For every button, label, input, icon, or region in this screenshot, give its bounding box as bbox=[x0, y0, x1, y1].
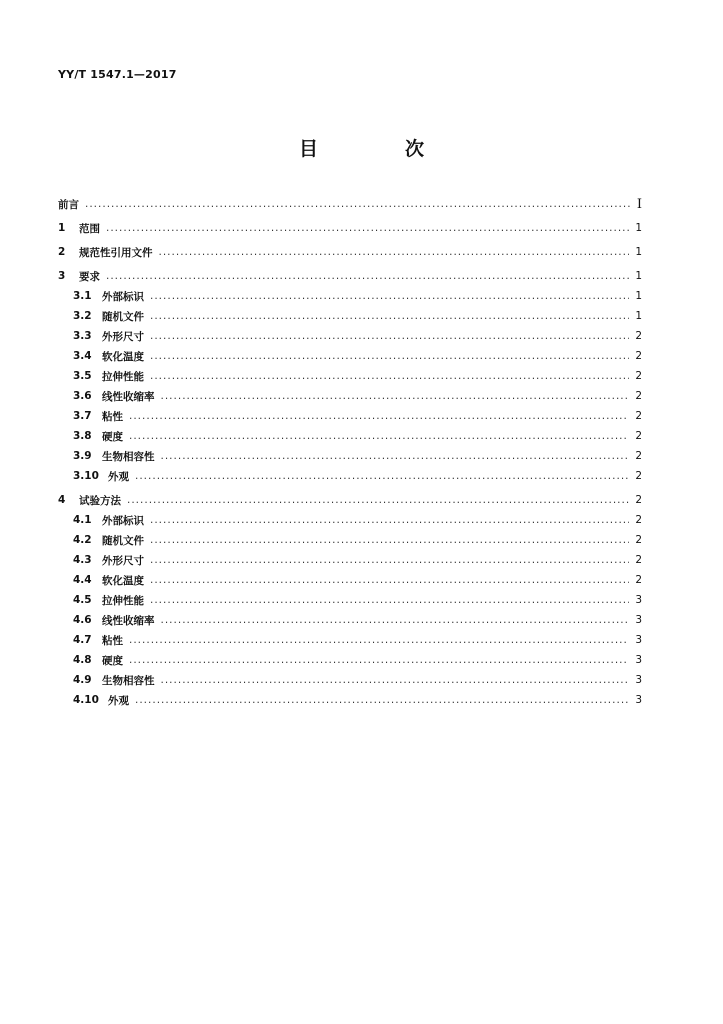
table-of-contents bbox=[58, 194, 642, 710]
toc-dot-leader bbox=[129, 409, 629, 423]
toc-entry-number: 4.4 bbox=[73, 574, 92, 586]
toc-dot-leader bbox=[150, 553, 629, 567]
toc-entry-number: 3.4 bbox=[73, 350, 92, 362]
toc-entry-number: 4 bbox=[58, 494, 66, 506]
toc-entry-page: 1 bbox=[635, 222, 642, 234]
toc-entry-page: 2 bbox=[635, 494, 642, 506]
toc-entry[interactable] bbox=[58, 670, 642, 690]
toc-title: 目 次 bbox=[298, 138, 458, 160]
toc-entry-label: 硬度 bbox=[102, 654, 123, 667]
toc-entry-label: 线性收缩率 bbox=[102, 614, 155, 627]
toc-entry-label: 粘性 bbox=[102, 410, 123, 423]
toc-entry-page: 2 bbox=[635, 554, 642, 566]
toc-entry[interactable] bbox=[58, 218, 642, 238]
toc-dot-leader bbox=[159, 245, 630, 259]
toc-entry-label: 范围 bbox=[79, 222, 100, 235]
toc-entry-page: 2 bbox=[635, 350, 642, 362]
toc-entry[interactable] bbox=[58, 466, 642, 486]
toc-entry-page: 2 bbox=[635, 390, 642, 402]
toc-entry-number: 3.1 bbox=[73, 290, 92, 302]
toc-entry-label: 试验方法 bbox=[79, 494, 121, 507]
toc-entry-page: 2 bbox=[635, 450, 642, 462]
toc-entry-label: 要求 bbox=[79, 270, 100, 283]
toc-entry-page: 2 bbox=[635, 330, 642, 342]
toc-entry-number: 4.7 bbox=[73, 634, 92, 646]
toc-entry[interactable] bbox=[58, 530, 642, 550]
toc-dot-leader bbox=[161, 613, 630, 627]
toc-entry-page: 1 bbox=[635, 270, 642, 282]
toc-entry[interactable] bbox=[58, 426, 642, 446]
toc-entry-label: 拉伸性能 bbox=[102, 370, 144, 383]
toc-entry-label: 软化温度 bbox=[102, 574, 144, 587]
toc-entry-label: 硬度 bbox=[102, 430, 123, 443]
toc-dot-leader bbox=[135, 693, 629, 707]
toc-entry[interactable] bbox=[58, 386, 642, 406]
toc-entry-page: 3 bbox=[635, 654, 642, 666]
toc-entry[interactable] bbox=[58, 406, 642, 426]
toc-entry-label: 外形尺寸 bbox=[102, 330, 144, 343]
toc-entry-label: 随机文件 bbox=[102, 534, 144, 547]
toc-entry-number: 3.9 bbox=[73, 450, 92, 462]
toc-entry-number: 3.6 bbox=[73, 390, 92, 402]
toc-entry-page: 1 bbox=[635, 246, 642, 258]
toc-entry-page: I bbox=[636, 196, 642, 212]
toc-dot-leader bbox=[150, 593, 629, 607]
toc-entry[interactable] bbox=[58, 446, 642, 466]
toc-entry[interactable] bbox=[58, 266, 642, 286]
toc-dot-leader bbox=[129, 429, 629, 443]
toc-dot-leader bbox=[129, 653, 629, 667]
toc-entry-page: 1 bbox=[635, 290, 642, 302]
toc-entry-number: 3.10 bbox=[73, 470, 99, 482]
toc-entry[interactable] bbox=[58, 650, 642, 670]
toc-entry-page: 2 bbox=[635, 410, 642, 422]
toc-entry-number: 1 bbox=[58, 222, 66, 234]
toc-entry[interactable] bbox=[58, 194, 642, 214]
toc-entry-page: 2 bbox=[635, 574, 642, 586]
toc-dot-leader bbox=[106, 269, 629, 283]
toc-entry[interactable] bbox=[58, 630, 642, 650]
toc-entry[interactable] bbox=[58, 690, 642, 710]
toc-entry-label: 生物相容性 bbox=[102, 674, 155, 687]
toc-entry-label: 外观 bbox=[108, 470, 129, 483]
toc-entry-number: 4.3 bbox=[73, 554, 92, 566]
toc-dot-leader bbox=[150, 309, 629, 323]
toc-entry-page: 3 bbox=[635, 594, 642, 606]
toc-dot-leader bbox=[161, 673, 630, 687]
toc-entry-number: 4.5 bbox=[73, 594, 92, 606]
toc-entry-page: 3 bbox=[635, 614, 642, 626]
document-code: YY/T 1547.1—2017 bbox=[58, 68, 177, 81]
toc-entry-label: 生物相容性 bbox=[102, 450, 155, 463]
toc-entry[interactable] bbox=[58, 570, 642, 590]
toc-entry[interactable] bbox=[58, 242, 642, 262]
toc-dot-leader bbox=[127, 493, 629, 507]
toc-entry-label: 外部标识 bbox=[102, 514, 144, 527]
toc-dot-leader bbox=[150, 513, 629, 527]
toc-entry-number: 3.3 bbox=[73, 330, 92, 342]
toc-entry[interactable] bbox=[58, 366, 642, 386]
toc-dot-leader bbox=[106, 221, 629, 235]
toc-entry-number: 3 bbox=[58, 270, 66, 282]
toc-entry-page: 1 bbox=[635, 310, 642, 322]
toc-entry[interactable] bbox=[58, 590, 642, 610]
toc-entry-page: 2 bbox=[635, 470, 642, 482]
toc-entry-label: 拉伸性能 bbox=[102, 594, 144, 607]
toc-dot-leader bbox=[150, 573, 629, 587]
toc-dot-leader bbox=[150, 369, 629, 383]
toc-entry[interactable] bbox=[58, 510, 642, 530]
toc-dot-leader bbox=[150, 533, 629, 547]
toc-dot-leader bbox=[161, 389, 630, 403]
toc-dot-leader bbox=[85, 197, 630, 211]
toc-dot-leader bbox=[161, 449, 630, 463]
toc-entry-label: 随机文件 bbox=[102, 310, 144, 323]
toc-entry-page: 3 bbox=[635, 674, 642, 686]
toc-entry-number: 4.8 bbox=[73, 654, 92, 666]
toc-entry-label: 粘性 bbox=[102, 634, 123, 647]
toc-entry[interactable] bbox=[58, 610, 642, 630]
toc-entry-number: 3.2 bbox=[73, 310, 92, 322]
toc-entry[interactable] bbox=[58, 550, 642, 570]
toc-dot-leader bbox=[135, 469, 629, 483]
toc-entry-number: 3.8 bbox=[73, 430, 92, 442]
toc-entry-label: 软化温度 bbox=[102, 350, 144, 363]
toc-entry-number: 4.1 bbox=[73, 514, 92, 526]
toc-dot-leader bbox=[150, 349, 629, 363]
toc-entry-label: 前言 bbox=[58, 198, 79, 211]
toc-dot-leader bbox=[129, 633, 629, 647]
toc-entry[interactable] bbox=[58, 286, 642, 306]
toc-entry-label: 规范性引用文件 bbox=[79, 246, 153, 259]
toc-entry-number: 4.10 bbox=[73, 694, 99, 706]
toc-dot-leader bbox=[150, 289, 629, 303]
toc-dot-leader bbox=[150, 329, 629, 343]
toc-entry[interactable] bbox=[58, 490, 642, 510]
toc-entry-page: 3 bbox=[635, 694, 642, 706]
toc-entry-label: 外形尺寸 bbox=[102, 554, 144, 567]
toc-entry-label: 外部标识 bbox=[102, 290, 144, 303]
toc-entry-number: 3.7 bbox=[73, 410, 92, 422]
toc-entry-number: 4.2 bbox=[73, 534, 92, 546]
toc-entry[interactable] bbox=[58, 346, 642, 366]
toc-entry-page: 3 bbox=[635, 634, 642, 646]
toc-entry-page: 2 bbox=[635, 514, 642, 526]
toc-entry-page: 2 bbox=[635, 430, 642, 442]
toc-entry-label: 外观 bbox=[108, 694, 129, 707]
toc-entry-page: 2 bbox=[635, 534, 642, 546]
toc-entry-number: 3.5 bbox=[73, 370, 92, 382]
toc-entry[interactable] bbox=[58, 306, 642, 326]
toc-entry-label: 线性收缩率 bbox=[102, 390, 155, 403]
toc-entry-number: 4.6 bbox=[73, 614, 92, 626]
toc-entry[interactable] bbox=[58, 326, 642, 346]
toc-entry-page: 2 bbox=[635, 370, 642, 382]
toc-entry-number: 4.9 bbox=[73, 674, 92, 686]
toc-entry-number: 2 bbox=[58, 246, 66, 258]
